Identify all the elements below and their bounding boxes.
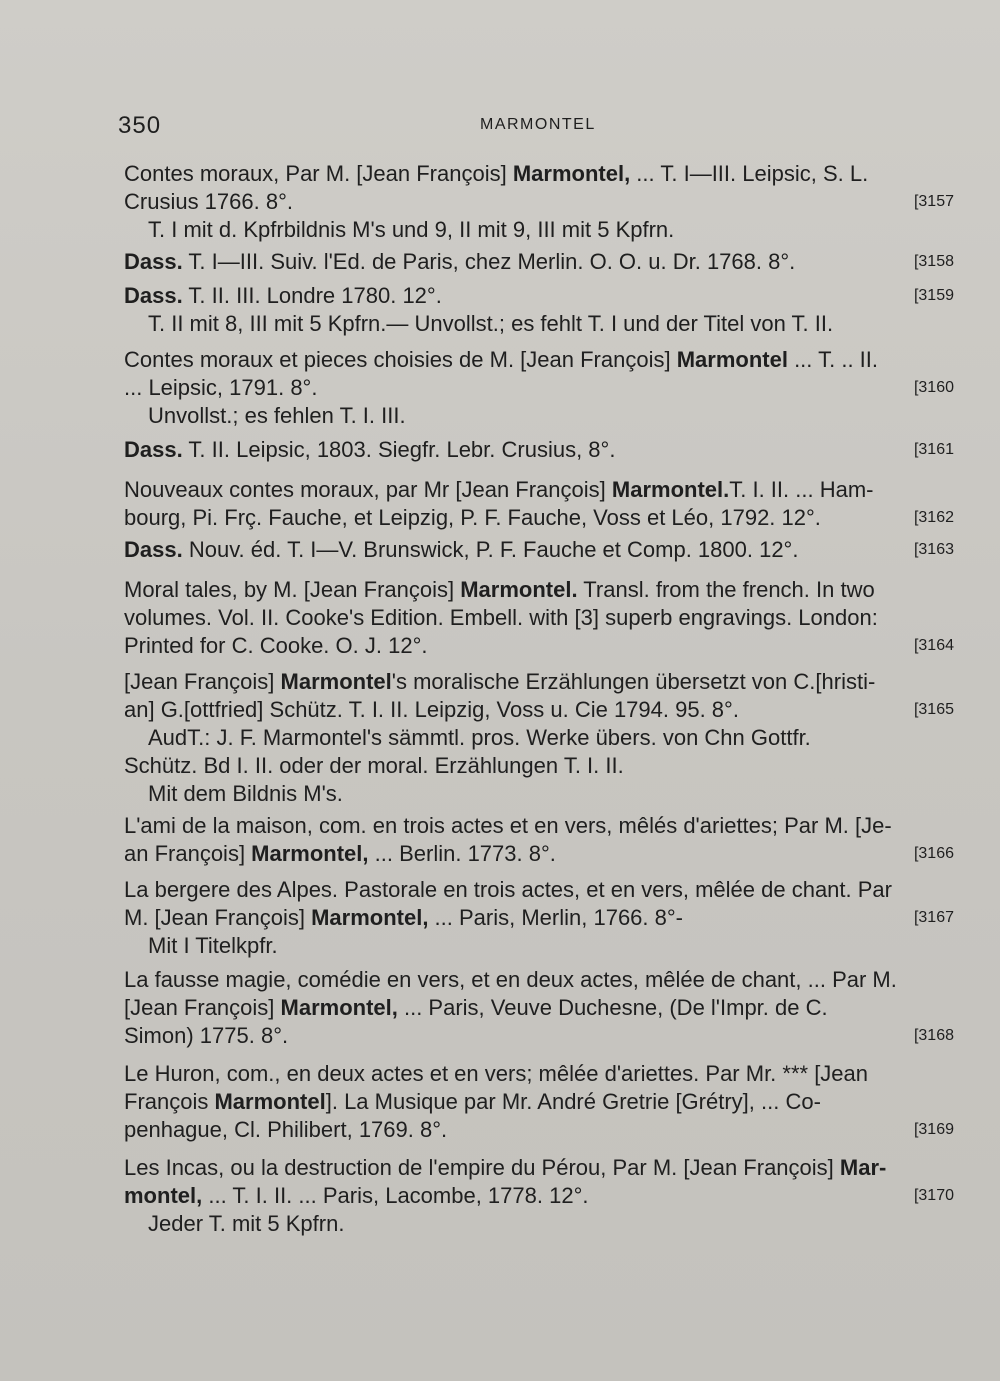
page-number: 350 (118, 112, 162, 139)
entry-number: [3158 (913, 253, 954, 270)
catalog-entry: Dass. T. I—III. Suiv. l'Ed. de Paris, chez Merlin. O. O. u. Dr. 1768. 8°. [3158 (124, 249, 954, 274)
catalog-entry: Contes moraux et pieces choisies de M. [Jean François] Marmontel ... T. .. II. ... Leipsic, 1791. 8°. [3160 Unvollst.; es fehlen T. I. III. (124, 347, 954, 428)
entry-number: [3168 (913, 1027, 954, 1044)
entry-number: [3167 (913, 909, 954, 926)
entry-number: [3165 (913, 701, 954, 718)
catalog-entry: Contes moraux, Par M. [Jean François] Marmontel, ... T. I—III. Leipsic, S. L. Crusius 1766. 8°. [3157 T. I mit d. Kpfrbildnis M's und 9, II mit 9, III mit 5 Kpfrn. (124, 161, 954, 242)
entry-number: [3164 (913, 637, 954, 654)
catalog-entry: La fausse magie, comédie en vers, et en deux actes, mêlée de chant, ... Par M. [Jean François] Marmontel, ... Paris, Veuve Duchesne, (De l'Impr. de C. Simon) 1775. 8°. [3168 (124, 967, 954, 1048)
entry-number: [3169 (913, 1121, 954, 1138)
entry-number: [3161 (913, 441, 954, 458)
entry-number: [3157 (913, 193, 954, 210)
running-head: MARMONTEL (480, 116, 596, 133)
catalog-entry: Les Incas, ou la destruction de l'empire du Pérou, Par M. [Jean François] Mar- montel, ... T. I. II. ... Paris, Lacombe, 1778. 12°. [3170 Jeder T. mit 5 Kpfrn. (124, 1155, 954, 1236)
catalog-entry: L'ami de la maison, com. en trois actes et en vers, mêlés d'ariettes; Par M. [Je- an François] Marmontel, ... Berlin. 1773. 8°. [3166 (124, 813, 954, 866)
catalog-entry: [Jean François] Marmontel's moralische Erzählungen übersetzt von C.[hristi- an] G.[ottfried] Schütz. T. I. II. Leipzig, Voss u. Cie 1794. 95. 8°. [3165 AudT.: J. F. Marmontel's sämmtl. pros. Werke übers. von Chn Gottfr. Schütz. Bd I. II. oder der moral. Erzählungen T. I. II. Mit dem Bildnis M's. (124, 669, 954, 806)
catalog-entry: Dass. Nouv. éd. T. I—V. Brunswick, P. F. Fauche et Comp. 1800. 12°. [3163 (124, 537, 954, 562)
catalog-entry: Le Huron, com., en deux actes et en vers; mêlée d'ariettes. Par Mr. *** [Jean François Marmontel]. La Musique par Mr. André Gretrie [Grétry], ... Co- penhague, Cl. Philibert, 1769. 8°. [3169 (124, 1061, 954, 1142)
catalog-entry: Dass. T. II. Leipsic, 1803. Siegfr. Lebr. Crusius, 8°. [3161 (124, 437, 954, 462)
entry-number: [3160 (913, 379, 954, 396)
entry-number: [3170 (913, 1187, 954, 1204)
entry-number: [3159 (913, 287, 954, 304)
catalog-entry: Moral tales, by M. [Jean François] Marmontel. Transl. from the french. In two volumes. Vol. II. Cooke's Edition. Embell. with [3] superb engravings. London: Printed for C. Cooke. O. J. 12°. [3164 (124, 577, 954, 658)
entry-number: [3162 (913, 509, 954, 526)
entry-number: [3163 (913, 541, 954, 558)
catalog-entry: La bergere des Alpes. Pastorale en trois actes, et en vers, mêlée de chant. Par M. [Jean François] Marmontel, ... Paris, Merlin, 1766. 8°- [3167 Mit I Titelkpfr. (124, 877, 954, 958)
catalog-entry: Dass. T. II. III. Londre 1780. 12°. [3159 T. II mit 8, III mit 5 Kpfrn.— Unvollst.; es fehlt T. I und der Titel von T. II. (124, 283, 954, 336)
entry-number: [3166 (913, 845, 954, 862)
catalog-entry: Nouveaux contes moraux, par Mr [Jean François] Marmontel.T. I. II. ... Ham- bourg, Pi. Frç. Fauche, et Leipzig, P. F. Fauche, Voss et Léo, 1792. 12°. [3162 (124, 477, 954, 530)
